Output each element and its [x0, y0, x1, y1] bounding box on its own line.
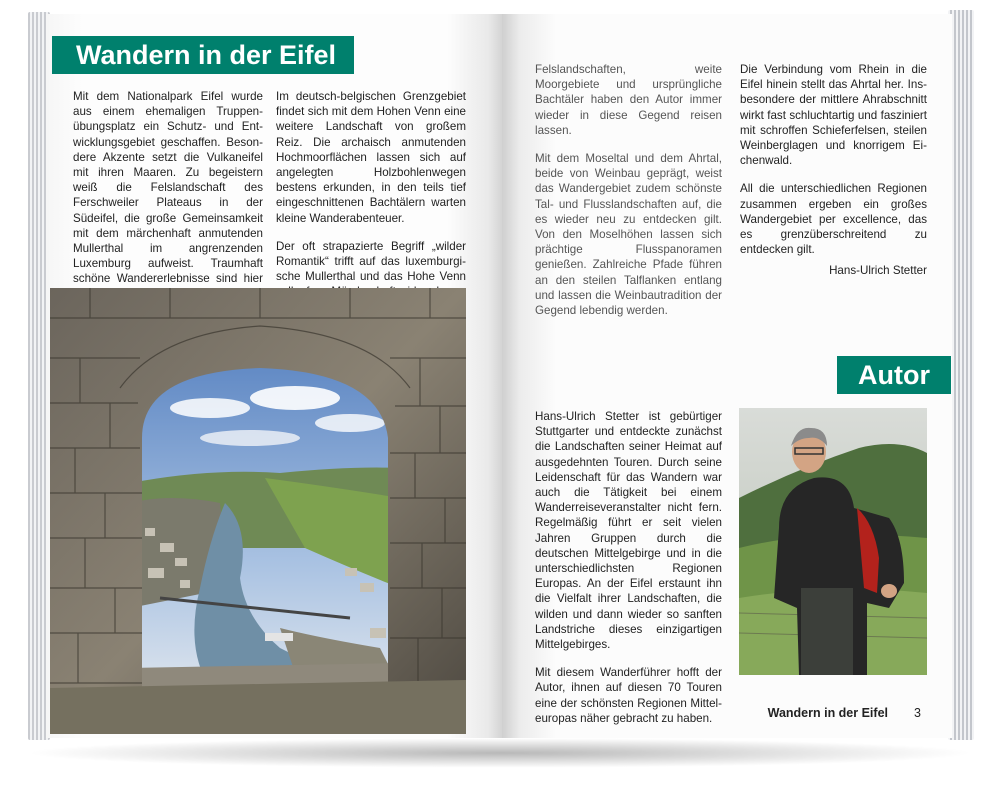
- moselle-arch-photo: [50, 288, 466, 734]
- author-signature: Hans-Ulrich Stetter: [829, 264, 927, 277]
- running-footer-title: Wandern in der Eifel: [767, 706, 888, 720]
- author-text-column: [535, 409, 722, 739]
- book-shadow: [24, 738, 976, 768]
- romantik-paragraph: Der oft strapazierte Begriff „wilder Romantik“ trifft auf das luxemburgische Mullerthal und das Hohe Venn: [276, 239, 466, 284]
- hohes-venn-paragraph: Im deutsch-belgischen Grenzgebiet findet sich mit dem Hohen Venn eine weitere Landschaft von großem Reiz. Die archaisch anmutenden Hochmoorflächen lassen sich auf angelegten Holzbohlenwegen bestens erkunden, in den teils tief eingeschnittenen Bachtälern warten kleine Wanderabenteuer.: [276, 90, 466, 225]
- right-text-column-1: [535, 62, 722, 331]
- right-text-column-2: [740, 62, 927, 270]
- moseltal-paragraph: Mit dem Moseltal und dem Ahrtal, beide von Weinbau geprägt, weist das Wandergebiet zudem schönste Tal- und Flusslandschaften auf, die es wieder neu zu entdecken gilt. Von den Moselhöhen lassen sich prächtige Flusspanoramen genießen. Zahlreiche Pfade führen an den steilen Talflanken entlang und lassen die Weinbautradition der Gegend lebendig werden.: [535, 152, 722, 318]
- left-text-column-2: [276, 89, 466, 313]
- regionen-paragraph: All die unterschiedlichen Regionen zusammen ergeben ein großes Wandergebiet per excellence, das es grenzüberschreitend zu entdecken gilt.: [740, 182, 927, 257]
- author-photo: [739, 408, 927, 675]
- felslandschaften-paragraph: Felslandschaften, weite Moorgebiete und ursprüngliche Bachtäler haben den Autor immer wieder in diese Gegend reisen lassen.: [535, 63, 722, 137]
- author-heading: Autor: [837, 356, 951, 394]
- author-bio-paragraph: Hans-Ulrich Stetter ist gebürtiger Stuttgarter und entdeckte zunächst die Landschaften seiner Heimat auf ausgedehnten Touren. Durch seine Leidenschaft für das Wandern war auch die Tätigkeit bei einem Wanderreiseveranstalter nicht fern. Regelmäßig führt er seit vielen Jahren Gruppen durch die deutschen Mittelgebirge und in die unterschiedlichsten Regionen Europas. An der Eifel erstaunt ihn die Vielfalt ihrer Landschaften, die wilden und dann wieder so sanften Landstriche dieses einzigartigen Mittelgebirges.: [535, 410, 722, 652]
- intro-paragraph: Mit dem Nationalpark Eifel wurde aus einem ehemaligen Truppenübungsplatz ein Schutz- und Entwicklungsgebiet geschaffen. Besondere Akzente setzt die Vulkaneifel mit ihren Maaren. Zu begeistern weiß die Felslandschaft des Ferschweiler Plateaus in der Südeifel, die große Gemeinsamkeit mit dem märchenhaft anmutenden Mullerthal im angrenzenden Luxemburg aufweist. Traumhaft schöne Wandererlebnisse sind hier: [73, 90, 263, 286]
- chapter-heading: Wandern in der Eifel: [52, 36, 354, 74]
- ahrtal-paragraph: Die Verbindung vom Rhein in die Eifel hinein stellt das Ahrtal her. Insbesondere der mittlere Ahrabschnitt wirkt fast schluchtartig und fasziniert mit schroffen Schieferfelsen, steilen Weinberglagen und knorrigem Eichenwald.: [740, 63, 927, 168]
- page-number: 3: [914, 706, 921, 720]
- author-closing-paragraph: Mit diesem Wanderführer hofft der Autor, ihnen auf diesen 70 Touren eine der schönsten Regionen Mitteleuropas näher gebracht zu haben.: [535, 666, 722, 725]
